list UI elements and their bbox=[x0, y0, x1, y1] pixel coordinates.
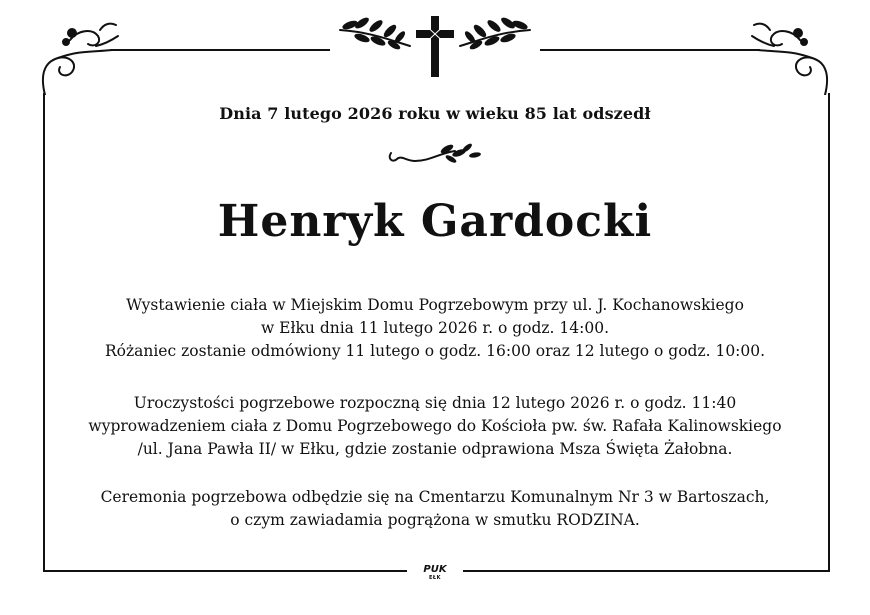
cross-with-laurel-icon bbox=[340, 16, 530, 77]
paragraph-line: w Ełku dnia 11 lutego 2026 r. o godz. 14:00. bbox=[260, 319, 610, 337]
puk-logo bbox=[407, 561, 463, 583]
paragraph-line: Uroczystości pogrzebowe rozpoczną się dnia 12 lutego 2026 r. o godz. 11:40 bbox=[133, 394, 737, 412]
leaf-sprig-icon bbox=[385, 143, 485, 169]
viewing-paragraph bbox=[30, 294, 840, 363]
paragraph-line: Różaniec zostanie odmówiony 11 lutego o godz. 16:00 oraz 12 lutego o godz. 10:00. bbox=[104, 342, 766, 360]
logo-subtext: EŁK bbox=[428, 575, 441, 581]
notice-header: Dnia 7 lutego 2026 roku w wieku 85 lat odszedł bbox=[219, 104, 651, 123]
floral-scroll-icon-right bbox=[752, 24, 827, 95]
logo-text: PUK bbox=[423, 564, 447, 575]
burial-paragraph bbox=[30, 486, 840, 532]
paragraph-line: Wystawienie ciała w Miejskim Domu Pogrzebowym przy ul. J. Kochanowskiego bbox=[126, 296, 744, 314]
paragraph-line: /ul. Jana Pawła II/ w Ełku, gdzie zostanie odprawiona Msza Święta Żałobna. bbox=[137, 440, 733, 458]
paragraph-line: Ceremonia pogrzebowa odbędzie się na Cmentarzu Komunalnym Nr 3 w Bartoszach, bbox=[100, 488, 770, 506]
paragraph-line: wyprowadzeniem ciała z Domu Pogrzebowego do Kościoła pw. św. Rafała Kalinowskiego bbox=[88, 417, 782, 435]
deceased-name: Henryk Gardocki bbox=[217, 196, 653, 247]
funeral-paragraph bbox=[30, 392, 840, 461]
top-ornament bbox=[0, 0, 870, 95]
floral-scroll-icon-left bbox=[43, 24, 118, 95]
paragraph-line: o czym zawiadamia pogrążona w smutku RODZINA. bbox=[230, 511, 640, 529]
